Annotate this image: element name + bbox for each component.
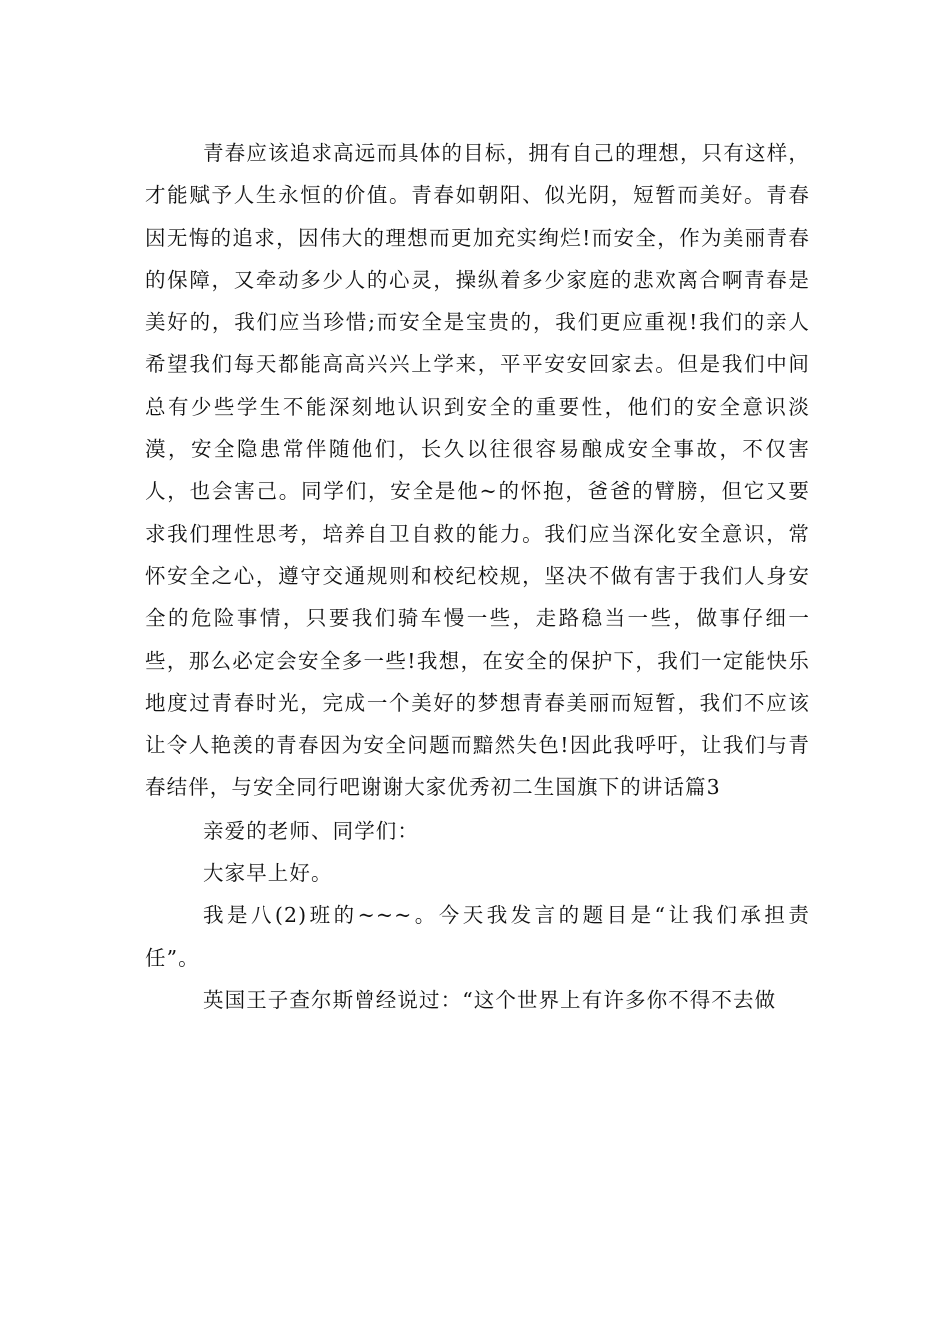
paragraph-greeting: 亲爱的老师、同学们： (203, 818, 419, 843)
paragraph-quote: 英国王子查尔斯曾经说过：“这个世界上有许多你不得不去做 (203, 987, 777, 1012)
document-body (145, 132, 810, 1021)
paragraph-introduction: 我是八(2)班的~~~。今天我发言的题目是“让我们承担责任”。 (145, 903, 810, 970)
paragraph-youth-safety: 青春应该追求高远而具体的目标，拥有自己的理想，只有这样，才能赋予人生永恒的价值。青春如朝阳、似光阴，短暂而美好。青春因无悔的追求，因伟大的理想而更加充实绚烂!而安全，作为美丽青春的保障，又牵动多少人的心灵，操纵着多少家庭的悲欢离合啊青春是美好的，我们应当珍惜;而安全是宝贵的，我们更应重视!我们的亲人希望我们每天都能高高兴兴上学来，平平安安回家去。但是我们中间总有少些学生不能深刻地认识到安全的重要性，他们的安全意识淡漠，安全隐患常伴随他们，长久以往很容易酿成安全事故，不仅害人，也会害己。同学们，安全是他~的怀抱，爸爸的臂膀，但它又要求我们理性思考，培养自卫自救的能力。我们应当深化安全意识，常怀安全之心，遵守交通规则和校纪校规，坚决不做有害于我们人身安全的危险事情，只要我们骑车慢一些，走路稳当一些，做事仔细一些，那么必定会安全多一些!我想，在安全的保护下，我们一定能快乐地度过青春时光，完成一个美好的梦想青春美丽而短暂，我们不应该让令人艳羡的青春因为安全问题而黯然失色!因此我呼吁，让我们与青春结伴，与安全同行吧谢谢大家优秀初二生国旗下的讲话篇3 (145, 141, 810, 800)
paragraph-good-morning: 大家早上好。 (203, 861, 333, 886)
